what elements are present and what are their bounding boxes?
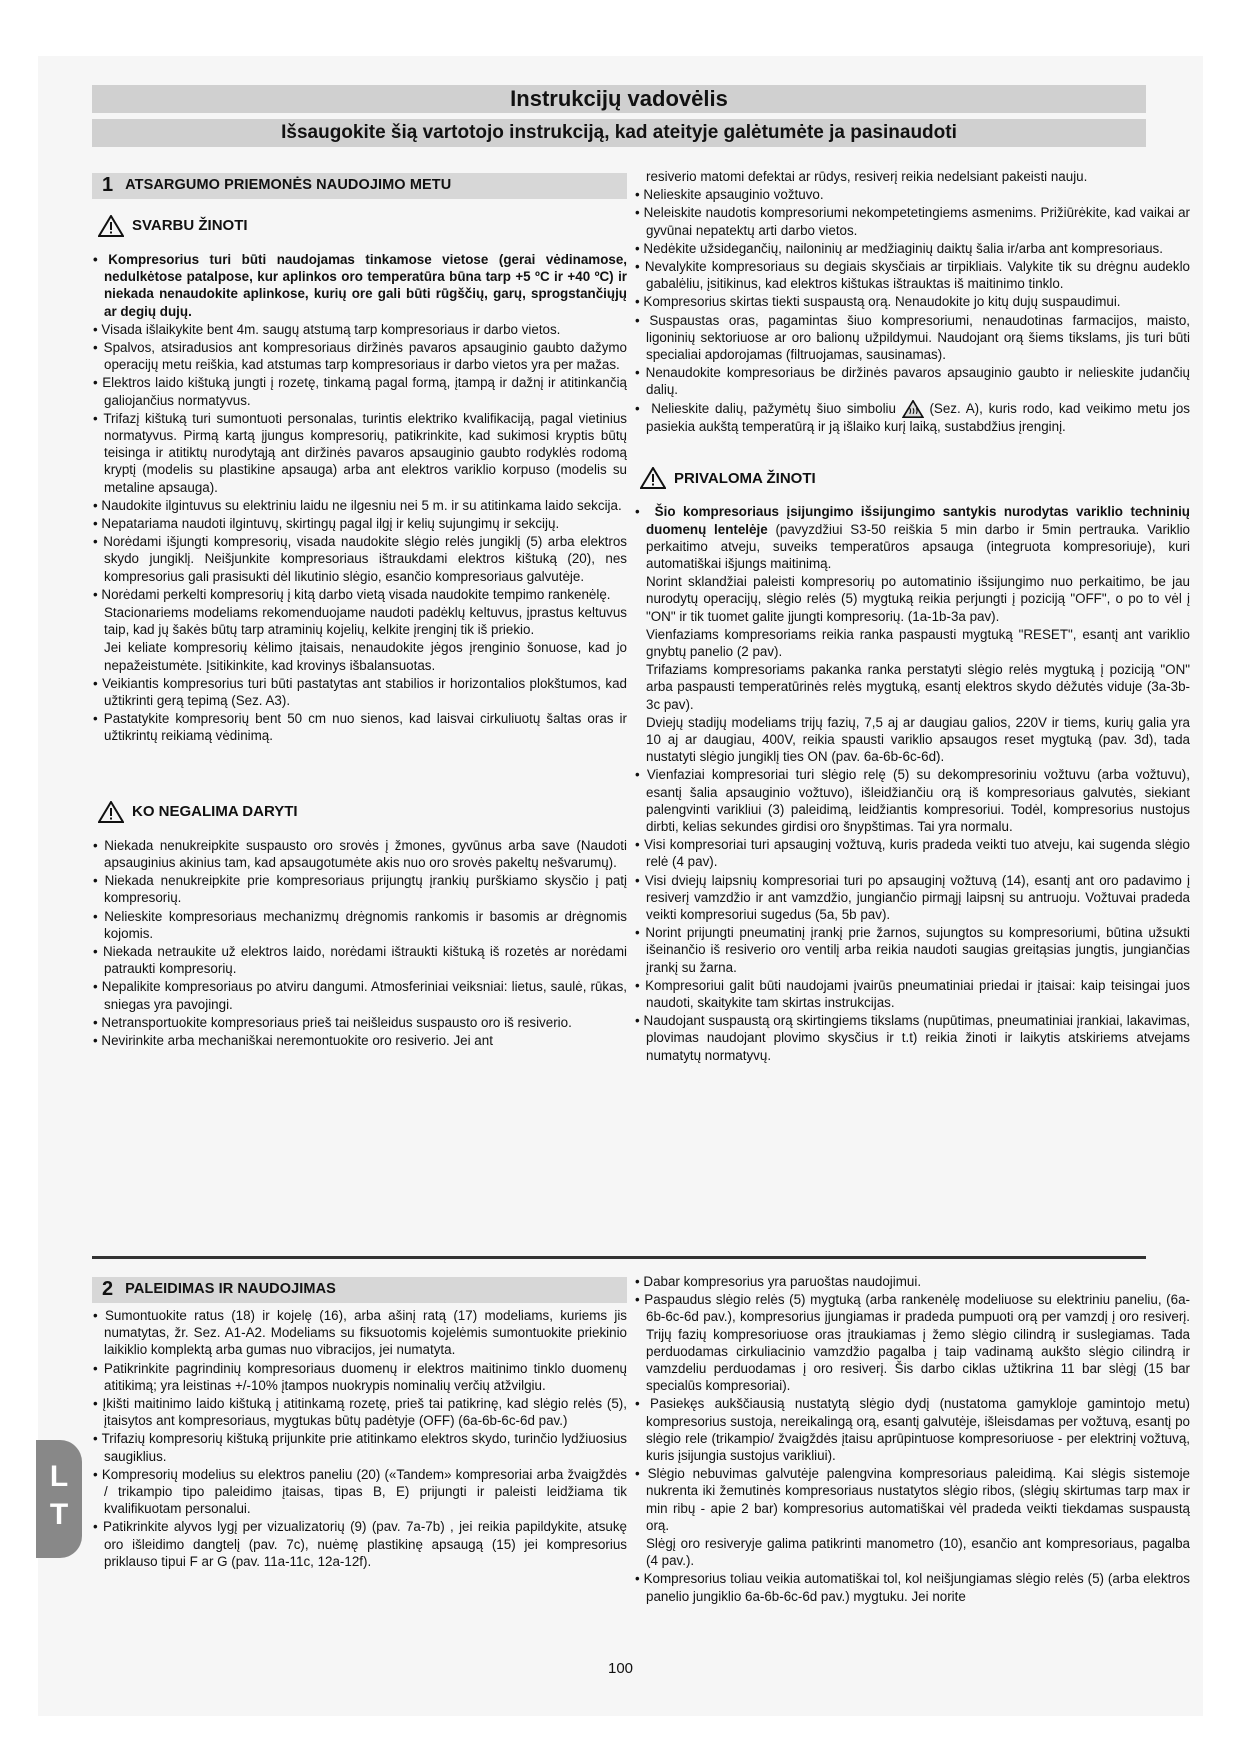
list-item: • Nepatariama naudoti ilgintuvų, skirtingų pagal ilgį ir kelių sujungimų ir sekcijų.: [92, 515, 627, 532]
paragraph: Vienfaziams kompresoriams reikia ranka paspausti mygtuką "RESET", esantį ant variklio gnybtų panelio (2 pav).: [646, 626, 1190, 659]
list-item: • Kompresorius skirtas tiekti suspaustą orą. Nenaudokite jo kitų dujų suspaudimui.: [634, 293, 1190, 310]
section1-right-column: [634, 168, 1190, 1065]
list-item: • Nevalykite kompresoriaus su degiais skysčiais ar tirpikliais. Valykite tik su drėgnu audeklo gabalėliu, įsitikinus, kad elektros kištukas ištrauktas iš maitinimo tinklo.: [634, 258, 1190, 292]
list-item: • Naudojant suspaustą orą skirtingiems tikslams (nupūtimas, pneumatiniai įrankiai, lakavimas, plovimas naudojant plovimo skysčius ir t.t) reikia žinoti ir laikytis atskiriems atvejams numatytų normatyvų.: [634, 1012, 1190, 1064]
language-tab: L T: [36, 1440, 82, 1558]
list-item: • Norėdami perkelti kompresorių į kitą darbo vietą visada naudokite tempimo rankenėlę.: [92, 586, 627, 603]
list-item: • Vienfaziai kompresoriai turi slėgio relę (5) su dekompresoriniu vožtuvu (arba vožtuvu), esantį šalia apsauginio vožtuvo), išleidžiančiu orą iš kompresoriaus galvutės, siekiant palengvinti varikliui (3) paleidimą, leidžiantis kompresoriui. Todėl, kompresorius nustojus dirbti, kelias sekundes girdisi oro šnypštimas. Tai yra normalu.: [634, 766, 1190, 835]
list-item: • Paspaudus slėgio relės (5) mygtuką (arba rankenėlę modeliuose su elektriniu paneliu, (6a-6b-6c-6d pav.), kompresorius įjungiamas ir pradeda pumpuoti orą per vamzdį į oro resiverį. Trijų fazių kompresoriuose oras įtraukiamas į žemo slėgio cilindrą ir suslegiamas. Tada perduodamas cirkuliacinio vamzdžio pagalba į taip vadinamą aukšto slėgio cilindrą ir vamzdeliu perduodamas į oro resiverį. Šis darbo ciklas užtikrina 11 bar slėgį (15 bar specialūs kompresoriai).: [634, 1291, 1190, 1394]
list-item: • Nevirinkite arba mechaniškai neremontuokite oro resiverio. Jei ant: [92, 1032, 627, 1049]
section2-left-column: [92, 1277, 627, 1571]
list-item: • Suspaustas oras, pagamintas šiuo kompresoriumi, nenaudotinas farmacijos, maisto, ligoninių sektoriuose ar oro balionų užpildymui. Naudojant orą šiems tikslams, jis turi būti specialiai apdorojamas (filtruojamas, sausinamas).: [634, 312, 1190, 364]
list-item: • Nedėkite užsidegančių, nailoninių ar medžiaginių daiktų šalia ir/arba ant kompresoriaus.: [634, 240, 1190, 257]
list-item: • Pasiekęs aukščiausią nustatytą slėgio dydį (nustatoma gamykloje gamintojo metu) kompresorius sustoja, nereikalingą orą, esantį galvutėje, išleisdamas per vožtuvą, esantį po slėgio rele (trikampio/ žvaigždės įtaisu aprūpintuose kompresoriuose - per elektrinį vožtuvą, kuris įsijungia sustojus varikliui).: [634, 1395, 1190, 1464]
important-heading: SVARBU ŽINOTI: [98, 215, 627, 237]
section1-heading: [92, 173, 627, 199]
must-heading: PRIVALOMA ŽINOTI: [640, 467, 1190, 489]
list-item: • Kompresorius turi būti naudojamas tinkamose vietose (gerai vėdinamose, nedulkėtose patalpose, kur aplinkos oro temperatūra būna tarp +5 ºC ir +40 ºC) ir niekada nenaudokite aplinkose, kurių ore gali būti rūgščių, garų, sprogstančiųjų ar degių dujų.: [92, 251, 627, 320]
list-item: • Visada išlaikykite bent 4m. saugų atstumą tarp kompresoriaus ir darbo vietos.: [92, 321, 627, 338]
list-item: • Elektros laido kištuką jungti į rozetę, tinkamą pagal formą, įtampą ir dažnį ir atitinkančią galiojančius normatyvus.: [92, 374, 627, 408]
page-number: 100: [607, 1660, 634, 1677]
list-item: • Norint prijungti pneumatinį įrankį prie žarnos, sujungtos su kompresoriumi, būtina užsukti išeinančio iš resiverio oro ventilį arba reikia naudoti saugias greitąsias jungtis, jungiančias įrankį su žarna.: [634, 924, 1190, 976]
section-number: 1: [102, 174, 114, 197]
section1-left-column: [92, 173, 627, 1050]
list-item: • Naudokite ilgintuvus su elektriniu laidu ne ilgesniu nei 5 m. ir su atitinkama laido sekcija.: [92, 497, 627, 514]
list-item: • Kompresorius toliau veikia automatiškai tol, kol neišjungiamas slėgio relės (5) (arba elektros panelio jungiklio 6a-6b-6c-6d pav.) mygtuku. Jei norite: [634, 1570, 1190, 1604]
warning-icon: [640, 467, 666, 489]
list-item: • Nepalikite kompresoriaus po atviru dangumi. Atmosferiniai veiksniai: lietus, saulė, rūkas, sniegas yra pavojingi.: [92, 978, 627, 1012]
list-item: • Visi kompresoriai turi apsauginį vožtuvą, kuris pradeda veikti tuo atveju, kai sugenda slėgio relė (4 pav).: [634, 836, 1190, 870]
hot-surface-icon: [902, 400, 924, 418]
list-item: • Neleiskite naudotis kompresoriumi nekompetetingiems asmenims. Prižiūrėkite, kad vaikai ar gyvūnai nepatektų arti darbo vietos.: [634, 204, 1190, 238]
list-item: • Slėgio nebuvimas galvutėje palengvina kompresoriaus paleidimą. Kai slėgis sistemoje nukrenta iki žemutinės kompresoriaus nustatytos slėgio ribos, (slėgių skirtumas tarp max ir min ribų - apie 2 bar) kompresorius automatiškai vėl pradeda veikti tiekdamas suspaustą orą.: [634, 1465, 1190, 1534]
list-item: • Niekada nenukreipkite suspausto oro srovės į žmones, gyvūnus arba save (Naudoti apsauginius akinius tam, kad apsaugotumėte akis nuo oro srovės pakeltų nešvarumų).: [92, 837, 627, 871]
list-item: • Niekada netraukite už elektros laido, norėdami ištraukti kištuką iš rozetės ar norėdami patraukti kompresorių.: [92, 943, 627, 977]
list-item: • Nenaudokite kompresoriaus be diržinės pavaros apsauginio gaubto ir nelieskite judančių dalių.: [634, 364, 1190, 398]
list-item: • Patikrinkite pagrindinių kompresoriaus duomenų ir elektros maitinimo tinklo duomenų atitikimą; yra leistinas +/-10% įtampos nuokrypis nominalių verčių atžvilgiu.: [92, 1360, 627, 1394]
document-title: Instrukcijų vadovėlis: [92, 85, 1146, 113]
list-item: • Visi dviejų laipsnių kompresoriai turi po apsauginį vožtuvą (14), esantį ant oro padavimo į resiverį vamzdžio ir ant vamzdžio, jungiančio pirmąjį laipsnį su antruoju. Vožtuvai pradeda veikti kompresoriui sugedus (5a, 5b pav).: [634, 872, 1190, 924]
paragraph: Stacionariems modeliams rekomenduojame naudoti padėklų keltuvus, įprastus keltuvus taip, kad jų šakės būtų tarp atraminių kojelių, kelkite įrenginį tik iš priekio.: [104, 605, 627, 638]
section-divider: [92, 1256, 1146, 1259]
list-item: • Patikrinkite alyvos lygį per vizualizatorių (9) (pav. 7a-7b) , jei reikia papildykite, atsukę oro išleidimo dangtelį (pav. 7c), nuėmę plastikinę apsaugą (15) jei kompresorius priklauso tipui F ar G (pav. 11a-11c, 12a-12f).: [92, 1518, 627, 1570]
list-item: • Šio kompresoriaus įsijungimo išsijungimo santykis nurodytas variklio techninių duomenų lentelėje (pavyzdžiui S3-50 reiškia 5 min darbo ir 5min pertrauka. Variklio perkaitimo atveju, suveiks temperatūros apsauga (integruota kompresoriuje), kuri automatiškai išjungs maitinimą.: [634, 503, 1190, 572]
list-item: • Nelieskite kompresoriaus mechanizmų drėgnomis rankomis ir basomis ar drėgnomis kojomis.: [92, 908, 627, 942]
list-item: • Trifazį kištuką turi sumontuoti personalas, turintis elektriko kvalifikaciją, pagal vietinius normatyvus. Pirmą kartą įjungus kompresorių, patikrinkite, kad sukimosi kryptis būtų teisinga ir atitiktų nurodytąją ant diržinės pavaros apsauginio gaubto rodyklės rodomą kryptį (modelis su plastikine apsauga) arba ant elektros variklio korpuso (modelis su metaline apsauga).: [92, 410, 627, 496]
dont-heading: KO NEGALIMA DARYTI: [98, 801, 627, 823]
list-item: • Kompresoriui galit būti naudojami įvairūs pneumatiniai priedai ir įtaisai: kaip teisingai juos naudoti, skaitykite tam skirtas instrukcijas.: [634, 977, 1190, 1011]
list-item: • Kompresorių modelius su elektros paneliu (20) («Tandem» kompresoriai arba žvaigždės / trikampio tipo paleidimo įtaisas, tipas B, E) prijungti ir paleisti leidžiama tik kvalifikuotam personalui.: [92, 1466, 627, 1518]
list-item: • Įkišti maitinimo laido kištuką į atitinkamą rozetę, prieš tai patikrinę, kad slėgio relės (5), įtaisytos ant kompresoriaus, mygtukas būtų padėtyje (OFF) (6a-6b-6c-6d pav.): [92, 1395, 627, 1429]
section-number: 2: [102, 1278, 114, 1301]
warning-icon: [98, 801, 124, 823]
list-item: • Dabar kompresorius yra paruoštas naudojimui.: [634, 1273, 1190, 1290]
paragraph: resiverio matomi defektai ar rūdys, resiverį reikia nedelsiant pakeisti nauju.: [646, 169, 1088, 184]
list-item: • Spalvos, atsiradusios ant kompresoriaus diržinės pavaros apsauginio gaubto dažymo operacijų metu reiškia, kad atstumas tarp kompresoriaus ir darbo vietos yra per mažas.: [92, 339, 627, 373]
warning-icon: [98, 215, 124, 237]
paragraph: Jei keliate kompresorių kėlimo įtaisais, nenaudokite jėgos įrenginio šonuose, kad jo nepažeistumėte. Įsitikinkite, kad krovinys išbalansuotas.: [104, 640, 627, 673]
paragraph: Dviejų stadijų modeliams trijų fazių, 7,5 aj ar daugiau galios, 220V ir tiems, kurių galia yra 10 aj ar daugiau, 400V, reikia spausti variklio apsaugos reset mygtuką (pav. 3d), tada nustatyti slėgio jungiklį ties ON (pav. 6a-6b-6c-6d).: [646, 714, 1190, 765]
paragraph: Norint sklandžiai paleisti kompresorių po automatinio išsijungimo nuo perkaitimo, be jau nurodytų operacijų, slėgio relės (5) mygtuką reikia perjungti į poziciją "OFF", o po to vėl į "ON" ir tik tuomet galite įjungti kompresorių. (1a-1b-3a pav).: [646, 574, 1190, 624]
list-item: • Sumontuokite ratus (18) ir kojelę (16), arba ašinį ratą (17) modeliams, kuriems jis numatytas, žr. Sez. A1-A2. Modeliams su fiksuotomis kojelėmis sumontuokite priekinio laikiklio komplektą arba gumas nuo vibracijos, jei numatyta.: [92, 1307, 627, 1359]
paragraph: Trifaziams kompresoriams pakanka ranka perstatyti slėgio relės mygtuką į poziciją "ON" arba paspausti temperatūrinės relės mygtuką, esantį elektros skydo dėžutės viduje (3a-3b-3c pav).: [646, 662, 1190, 712]
list-item: • Veikiantis kompresorius turi būti pastatytas ant stabilios ir horizontalios plokštumos, kad užtikrinti gerą tepimą (Sez. A3).: [92, 675, 627, 709]
list-item: • Netransportuokite kompresoriaus prieš tai neišleidus suspausto oro iš resiverio.: [92, 1014, 627, 1031]
document-subtitle: Išsaugokite šią vartotojo instrukciją, kad ateityje galėtumėte ja pasinaudoti: [92, 119, 1146, 147]
list-item: • Norėdami išjungti kompresorių, visada naudokite slėgio relės jungiklį (5) arba elektros skydo jungiklį. Neišjunkite kompresoriaus ištraukdami elektros kištuką (20), nes kompresorius gali prasisukti dėl likutinio slėgio, esančio kompresoriaus galvutėje.: [92, 533, 627, 585]
list-item: • Niekada nenukreipkite prie kompresoriaus prijungtų įrankių purškiamo skysčio į patį kompresorių.: [92, 872, 627, 906]
section-title: PALEIDIMAS IR NAUDOJIMAS: [125, 1281, 336, 1298]
section-title: ATSARGUMO PRIEMONĖS NAUDOJIMO METU: [125, 177, 452, 194]
list-item: • Nelieskite dalių, pažymėtų šiuo simboliu (Sez. A), kuris rodo, kad veikimo metu jos pasiekia aukštą temperatūrą ir ją išlaiko kurį laiką, sustabdžius įrenginį.: [634, 400, 1190, 436]
list-item: • Pastatykite kompresorių bent 50 cm nuo sienos, kad laisvai cirkuliuotų šaltas oras ir užtikrintų reikiamą vėdinimą.: [92, 710, 627, 744]
section2-heading: [92, 1277, 627, 1303]
paragraph: Slėgį oro resiveryje galima patikrinti manometro (10), esančio ant kompresoriaus, pagalba (4 pav.).: [646, 1536, 1190, 1569]
section2-right-column: [634, 1273, 1190, 1606]
list-item: • Nelieskite apsauginio vožtuvo.: [634, 186, 1190, 203]
list-item: • Trifazių kompresorių kištuką prijunkite prie atitinkamo elektros skydo, turinčio lydžiuosius saugiklius.: [92, 1430, 627, 1464]
